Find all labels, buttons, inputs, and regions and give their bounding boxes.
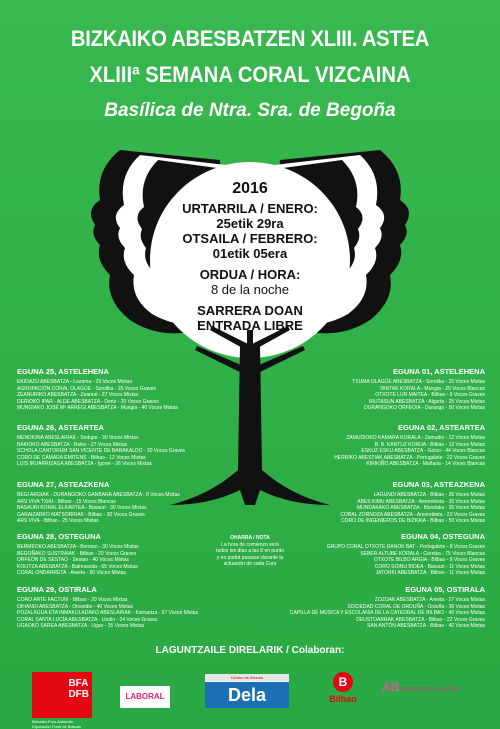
title-spanish: XLIIIª SEMANA CORAL VIZCAINA	[89, 62, 411, 87]
choir-entry: CAPILLA DE MÚSICA Y ESCOLANÍA DE LA CATEDRAL DE BILBAO - 40 Voces Mixtas	[289, 610, 485, 616]
laboral-logo: LABORAL	[120, 686, 170, 708]
choir-entry: ESKUZ ESKU ABESBATZA - Getxo - 44 Voces Blancas	[361, 448, 485, 454]
day-heading: EGUNA 29, OSTIRALA	[17, 585, 97, 594]
choir-entry: CORO SOINU BIDEA - Basauri - 11 Voces Mixtas	[374, 563, 485, 570]
choir-entry: SEBER ALTUBE KORALA - Gernika - 75 Voces Blancas	[360, 550, 485, 557]
choir-entry: DURANGOKO ORFEOIA - Durango - 50 Voces Mixtas	[364, 405, 485, 411]
choir-entry: POZALAGUA ETA INMAKULADAKO ABESLARIAK - Karrantza - 57 Voces Mixtas	[17, 610, 199, 616]
time-value: 8 de la noche	[210, 282, 290, 297]
choir-entry: CORAL SANTA LUCÍA ABESBATZA - Llodio - 24 Voces Graves	[17, 616, 158, 623]
day-heading: EGUNA 26, ASTEARTEA	[17, 423, 104, 432]
ab-logo	[382, 680, 482, 700]
day-heading: EGUNA 02, ASTEARTEA	[398, 423, 485, 432]
day-heading: EGUNA 05, OSTIRALA	[405, 585, 485, 594]
choir-entry: GARAIZARKO MATSORRIAK - Bilbao - 30 Voces Graves	[17, 511, 145, 518]
month-jan-dates: 25etik 29ra	[216, 216, 284, 231]
right-day-block	[258, 367, 485, 412]
month-jan-label: URTARRILA / ENERO:	[182, 201, 318, 216]
trunk-graphic	[170, 326, 330, 505]
choir-entry: MENDIONA ABESLARIAK - Sodupe - 30 Voces Mixtas	[17, 435, 139, 441]
left-day-block	[17, 480, 252, 525]
bilbao-logo-word: Bilbao	[329, 694, 357, 704]
choir-entry: BEGI ARGIAK - DURANGOKO GANBARA ABESBATZA - 8 Voces Mixtas	[17, 492, 180, 498]
choir-entry: LUIS IRUARRIZAGA ABESBATZA - Igorre - 26 Voces Mixtas	[17, 461, 152, 467]
left-day-block	[17, 585, 252, 630]
choir-entry: KIRIKIÑO ABESBATZA - Mañaria - 14 Voces Blancas	[366, 461, 485, 467]
bfa-logo	[32, 672, 92, 729]
bfa-logo-subtitle: Bizkaiko Foru Aldundia Diputación Foral de Bizkaia	[32, 719, 81, 729]
day-heading: EGUNA 04, OSTEGUNA	[401, 532, 485, 541]
venue-title: Basílica de Ntra. Sra. de Begoña	[104, 100, 396, 121]
bilbao-logo	[326, 672, 360, 718]
choir-entry: OIHANDI ABESBATZA - Otxandio - 40 Voces Mixtas	[17, 603, 134, 610]
day-heading: EGUNA 27, ASTEAZKENA	[17, 480, 110, 489]
choir-entry: CORAL ZORNOZA ABESBATZA - Amorebieta - 23 Voces Graves	[340, 511, 485, 518]
choir-entry: DEUSTOARRAK ABESBATZA - Bilbao - 22 Voces Graves	[356, 616, 485, 623]
sponsors-label: LAGUNTZAILE DIRELARIK / Colaboran:	[155, 645, 345, 656]
dela-logo-top: Deiako de Bizkaia	[205, 674, 289, 681]
choir-entry: ARS VIVA TXIKI - Bilbao - 15 Voces Blancas	[17, 498, 116, 505]
day-heading: EGUNA 28, OSTEGUNA	[17, 532, 101, 541]
choir-entry: MUNDAKAKO ABESBATZA - Mundaka - 35 Voces Mixtas	[356, 505, 485, 511]
month-feb-dates: 01etik 05era	[212, 246, 288, 261]
dela-logo-word: Dela	[205, 682, 289, 708]
choir-entry: SAN ANTÓN ABESBATZA - Bilbao - 40 Voces Mixtas	[366, 623, 485, 629]
year: 2016	[232, 180, 268, 197]
right-day-block	[258, 423, 485, 468]
choir-entry: EKIOAZU ABESBATZA - Lezama - 29 Voces Mixtas	[17, 379, 132, 385]
note-text: La hora de comienzo será todos los días a las 8 en punto y no podrá pasarse durante la actuación de cada Coro	[216, 541, 284, 567]
sponsor-logos	[0, 664, 500, 729]
ab-logo-mark: AB	[382, 680, 400, 694]
choir-entry: BAKIOKO ABESBATZA - Bakio - 27 Voces Mixtas	[17, 441, 128, 448]
time-label: ORDUA / HORA:	[199, 267, 301, 282]
choir-entry: BERMEOKO ABESBATZA - Bermeo - 30 Voces Mixtas	[17, 544, 139, 550]
ab-logo-text: ABESBATZEN ELKARTEA	[400, 687, 461, 693]
choir-entry: DERIOKO IPAR - ALDE ABESBATZA - Derio - 20 Voces Graves	[17, 398, 159, 405]
choir-entry: ZEANURIKO ABESBATZA - Zeanuri - 27 Voces Mixtas	[17, 392, 139, 398]
choir-entry: CORO DE CÁMARA EMITENS - Bilbao - 12 Voces Mixtas	[17, 454, 146, 461]
choir-entry: MUNGIAKO JOSÉ Mª ARREGI ABESBATZA - Mungia - 40 Voces Mixtas	[17, 405, 178, 411]
choir-entry: ARS VIVA - Bilbao - 25 Voces Mixtas	[17, 518, 99, 524]
choir-entry: LAGUNDI ABESBATZA - Bilbao - 35 Voces Mixtas	[373, 492, 485, 498]
choir-entry: ORFEÓN DE SESTAO - Sestao - 40 Voces Mixtas	[17, 557, 129, 563]
free-entry-eu: SARRERA DOAN	[197, 303, 303, 318]
choir-entry: CORAL ONDARRETA - Areeta - 50 Voces Mixtas	[17, 570, 126, 576]
right-day-block	[258, 480, 485, 525]
choir-entry: IRUTASUN ABESBATZA - Algorta - 25 Voces Mixtas	[369, 398, 485, 405]
right-day-block	[258, 532, 485, 577]
free-entry-es: ENTRADA LIBRE	[197, 318, 303, 333]
bilbao-logo-mark: B	[333, 672, 353, 692]
title-basque: BIZKAIKO ABESBATZEN XLIII. ASTEA	[70, 26, 430, 51]
choir-entry: CORO ARTE FACTUM - Bilbao - 20 Voces Mixtas	[17, 597, 128, 603]
month-feb-label: OTSAILA / FEBRERO:	[182, 231, 318, 246]
choir-entry: BEGOÑAKO SUSTRAIAK - Bilbao - 20 Voces Graves	[17, 550, 137, 557]
choir-entry: OTXOTE LUR MAITEA - Bilbao - 9 Voces Graves	[375, 392, 485, 398]
choir-entry: UGAOKO SAREA ABESBATZA - Ugao - 35 Voces Mixtas	[17, 623, 145, 629]
choir-entry: SOCIEDAD CORAL DE ORDUÑA - Orduña - 36 Voces Mixtas	[347, 603, 485, 610]
choir-entry: ZOZOAK ABESBATZA - Areeta - 27 Voces Mixtas	[374, 597, 485, 603]
choir-entry: SCHOLA CANTORUM SAN VICENTE DE BARAKALDO - 30 Voces Graves	[17, 448, 186, 454]
choir-entry: GRUPO CORAL OTXOTE DANOK BAT - Portugalete - 8 Voces Graves	[326, 544, 485, 550]
left-day-block	[17, 367, 252, 412]
day-heading: EGUNA 03, ASTEAZKENA	[392, 480, 485, 489]
event-info	[170, 180, 330, 333]
choir-entry: BASAURI KORAL ELKARTEA - Basauri - 30 Voces Mixtas	[17, 505, 147, 511]
choir-entry: JATORKI ABESBATZA - Bilbao - 11 Voces Mixtas	[375, 570, 485, 576]
choir-entry: OTXOTE BILBO ARGIA - Bilbao - 8 Voces Graves	[373, 557, 485, 563]
choir-entry: TANTAK KORALA - Mungia - 20 Voces Blancas	[379, 385, 485, 392]
note-heading: OHARRA / NOTA	[230, 535, 270, 541]
right-day-block	[258, 585, 485, 630]
choir-entry: AGRUPACIÓN CORAL OLAGÜE - Sondika - 25 Voces Graves	[17, 385, 156, 392]
day-heading: EGUNA 01, ASTELEHENA	[393, 367, 485, 376]
choir-entry: CORO DE INGENIEROS DE BIZKAIA - Bilbao - 50 Voces Mixtas	[341, 518, 485, 524]
choir-entry: ZAMUDIOKO KAMARA KORALA - Zamudio - 12 Voces Mixtas	[346, 435, 485, 441]
bfa-logo-text: BFA DFB	[68, 678, 89, 700]
day-heading: EGUNA 25, ASTELEHENA	[17, 367, 109, 376]
note	[215, 535, 285, 568]
choir-entry: B. B. KANTUZ KORUA - Bilbao - 13 Voces Mixtas	[374, 441, 485, 448]
choir-entry: KOLITZA ABESBATZA - Balmaseda - 65 Voces Mixtas	[17, 563, 138, 570]
left-day-block	[17, 423, 252, 468]
dela-logo	[205, 674, 289, 708]
choir-entry: HERRIKO ABESTIAK ABESBATZA - Portugalete - 22 Voces Graves	[334, 454, 485, 461]
choir-entry: TXUMA OLAGÜE ABESBATZA - Sondika - 25 Voces Mixtas	[352, 379, 485, 385]
choir-entry: ABES KIMU ABESBATZA - Amorebieta - 30 Voces Mixtas	[357, 498, 485, 505]
